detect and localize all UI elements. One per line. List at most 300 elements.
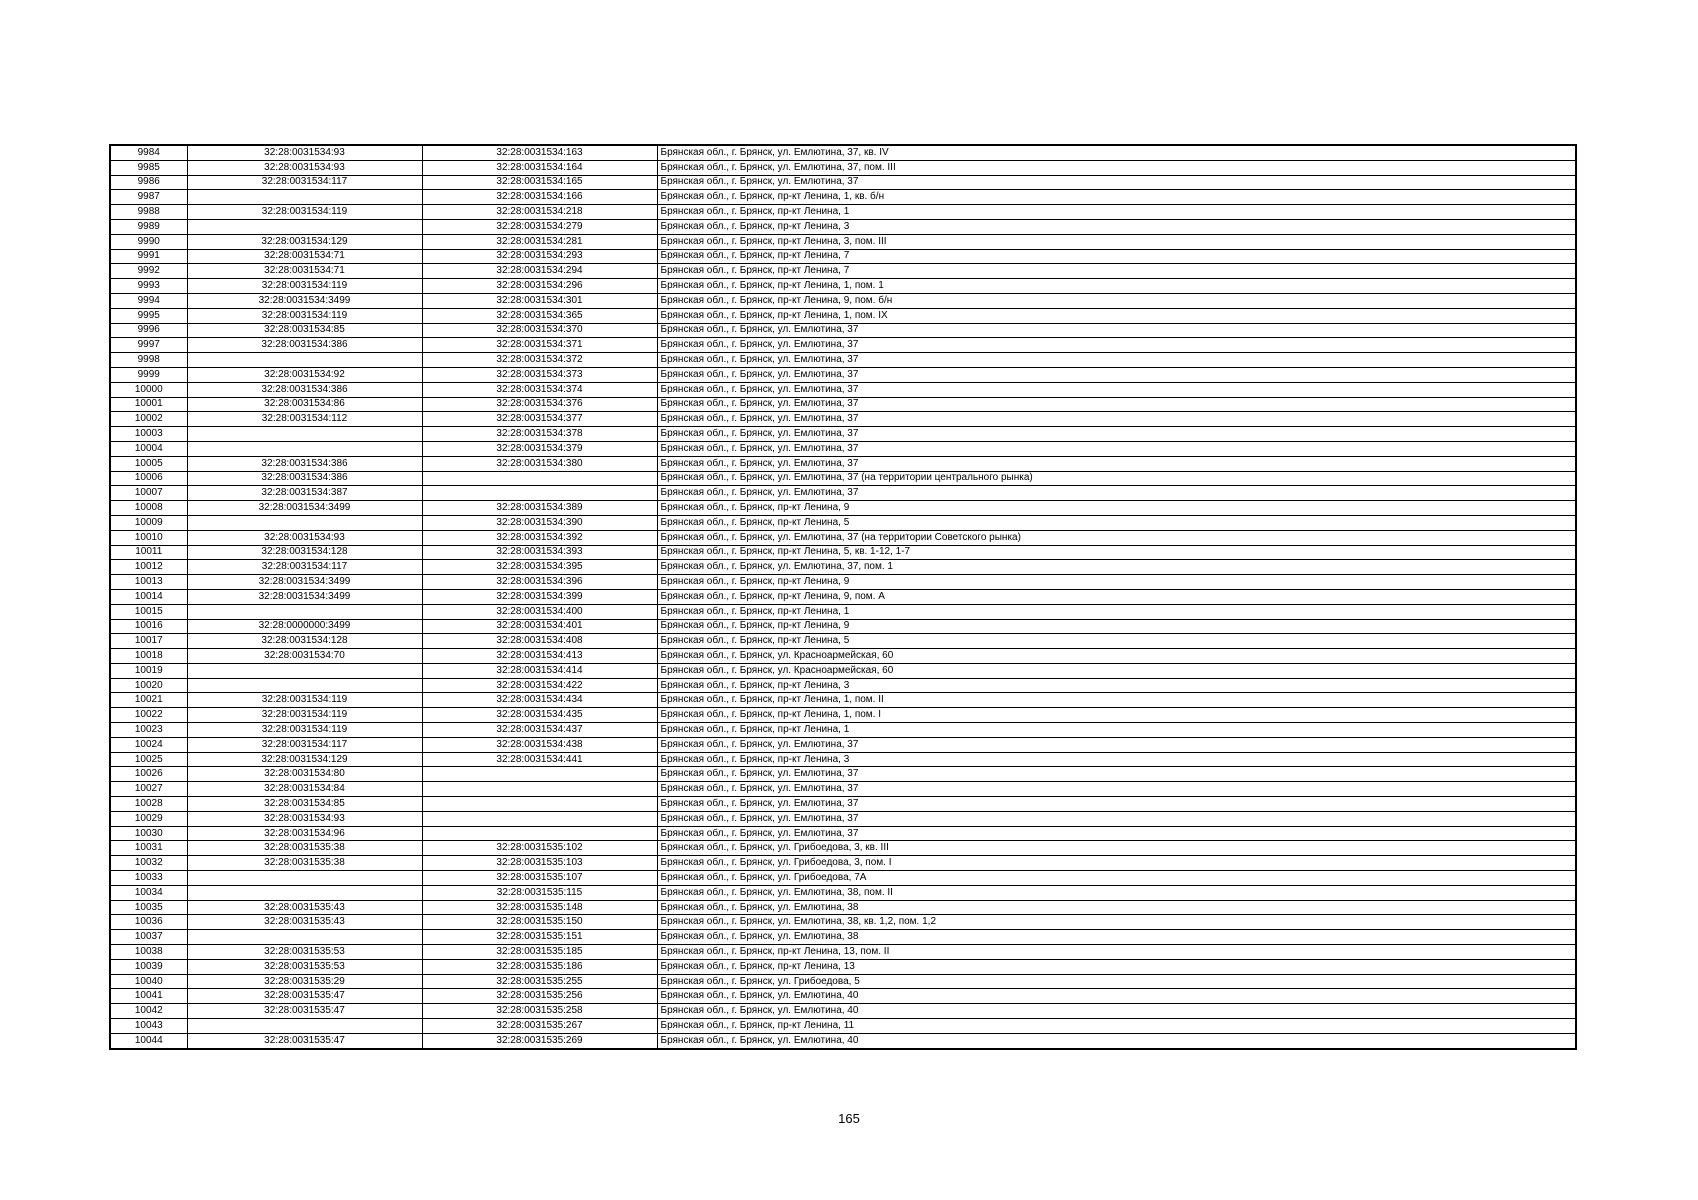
object-cadastral-cell: 32:28:0031534:279 [422, 219, 657, 234]
land-plot-cadastral-cell: 32:28:0031534:93 [187, 160, 422, 175]
land-plot-cadastral-cell: 32:28:0031534:387 [187, 486, 422, 501]
row-number-cell: 10008 [110, 501, 187, 516]
object-cadastral-cell: 32:28:0031534:400 [422, 604, 657, 619]
object-cadastral-cell: 32:28:0031534:392 [422, 530, 657, 545]
land-plot-cadastral-cell: 32:28:0031534:128 [187, 634, 422, 649]
object-cadastral-cell: 32:28:0031534:377 [422, 412, 657, 427]
land-plot-cadastral-cell: 32:28:0031534:119 [187, 308, 422, 323]
address-cell: Брянская обл., г. Брянск, ул. Емлютина, 37 [657, 427, 1576, 442]
row-number-cell: 9989 [110, 219, 187, 234]
address-cell: Брянская обл., г. Брянск, ул. Емлютина, 40 [657, 989, 1576, 1004]
table-row [110, 678, 1576, 693]
table-row [110, 308, 1576, 323]
address-cell: Брянская обл., г. Брянск, пр-кт Ленина, 3 [657, 752, 1576, 767]
table-row [110, 338, 1576, 353]
row-number-cell: 10032 [110, 856, 187, 871]
object-cadastral-cell: 32:28:0031534:408 [422, 634, 657, 649]
land-plot-cadastral-cell: 32:28:0031535:43 [187, 900, 422, 915]
row-number-cell: 9994 [110, 293, 187, 308]
land-plot-cadastral-cell: 32:28:0031534:3499 [187, 589, 422, 604]
table-row [110, 501, 1576, 516]
row-number-cell: 10040 [110, 974, 187, 989]
table-row [110, 752, 1576, 767]
object-cadastral-cell: 32:28:0031534:393 [422, 545, 657, 560]
row-number-cell: 9984 [110, 145, 187, 160]
address-cell: Брянская обл., г. Брянск, ул. Емлютина, 37, пом. 1 [657, 560, 1576, 575]
row-number-cell: 10038 [110, 945, 187, 960]
object-cadastral-cell: 32:28:0031534:374 [422, 382, 657, 397]
row-number-cell: 10029 [110, 811, 187, 826]
table-row [110, 1033, 1576, 1048]
land-plot-cadastral-cell: 32:28:0031534:129 [187, 752, 422, 767]
object-cadastral-cell: 32:28:0031534:441 [422, 752, 657, 767]
object-cadastral-cell: 32:28:0031534:413 [422, 649, 657, 664]
table-row [110, 530, 1576, 545]
row-number-cell: 10034 [110, 885, 187, 900]
object-cadastral-cell: 32:28:0031534:293 [422, 249, 657, 264]
table-row [110, 693, 1576, 708]
object-cadastral-cell: 32:28:0031535:258 [422, 1004, 657, 1019]
row-number-cell: 10041 [110, 989, 187, 1004]
land-plot-cadastral-cell: 32:28:0031534:92 [187, 367, 422, 382]
address-cell: Брянская обл., г. Брянск, пр-кт Ленина, 11 [657, 1019, 1576, 1034]
address-cell: Брянская обл., г. Брянск, ул. Емлютина, 40 [657, 1033, 1576, 1048]
table-row [110, 441, 1576, 456]
address-cell: Брянская обл., г. Брянск, ул. Емлютина, 37 [657, 441, 1576, 456]
land-plot-cadastral-cell [187, 427, 422, 442]
address-cell: Брянская обл., г. Брянск, пр-кт Ленина, 1, пом. II [657, 693, 1576, 708]
address-cell: Брянская обл., г. Брянск, ул. Красноармейская, 60 [657, 663, 1576, 678]
land-plot-cadastral-cell: 32:28:0031534:93 [187, 145, 422, 160]
land-plot-cadastral-cell [187, 1019, 422, 1034]
table-row [110, 427, 1576, 442]
table-row [110, 885, 1576, 900]
address-cell: Брянская обл., г. Брянск, ул. Грибоедова, 3, пом. I [657, 856, 1576, 871]
object-cadastral-cell [422, 797, 657, 812]
row-number-cell: 10042 [110, 1004, 187, 1019]
row-number-cell: 9992 [110, 264, 187, 279]
table-row [110, 456, 1576, 471]
land-plot-cadastral-cell: 32:28:0031534:3499 [187, 293, 422, 308]
object-cadastral-cell [422, 811, 657, 826]
land-plot-cadastral-cell: 32:28:0031535:47 [187, 1004, 422, 1019]
object-cadastral-cell: 32:28:0031534:163 [422, 145, 657, 160]
table-row [110, 708, 1576, 723]
table-row [110, 145, 1576, 160]
address-cell: Брянская обл., г. Брянск, пр-кт Ленина, 1, пом. I [657, 708, 1576, 723]
object-cadastral-cell: 32:28:0031534:414 [422, 663, 657, 678]
address-cell: Брянская обл., г. Брянск, ул. Емлютина, 37 [657, 397, 1576, 412]
address-cell: Брянская обл., г. Брянск, ул. Емлютина, 37 (на территории Советского рынка) [657, 530, 1576, 545]
table-body [110, 145, 1576, 1049]
land-plot-cadastral-cell: 32:28:0031535:38 [187, 841, 422, 856]
table-row [110, 974, 1576, 989]
address-cell: Брянская обл., г. Брянск, ул. Емлютина, 37 (на территории центрального рынка) [657, 471, 1576, 486]
address-cell: Брянская обл., г. Брянск, ул. Емлютина, 37 [657, 175, 1576, 190]
land-plot-cadastral-cell: 32:28:0031534:128 [187, 545, 422, 560]
table-row [110, 293, 1576, 308]
land-plot-cadastral-cell: 32:28:0031534:117 [187, 560, 422, 575]
row-number-cell: 10014 [110, 589, 187, 604]
object-cadastral-cell: 32:28:0031534:399 [422, 589, 657, 604]
object-cadastral-cell: 32:28:0031534:435 [422, 708, 657, 723]
row-number-cell: 10011 [110, 545, 187, 560]
land-plot-cadastral-cell: 32:28:0031534:119 [187, 693, 422, 708]
row-number-cell: 9990 [110, 234, 187, 249]
address-cell: Брянская обл., г. Брянск, пр-кт Ленина, 9 [657, 575, 1576, 590]
row-number-cell: 10007 [110, 486, 187, 501]
table-row [110, 989, 1576, 1004]
object-cadastral-cell: 32:28:0031534:294 [422, 264, 657, 279]
table-row [110, 634, 1576, 649]
table-row [110, 871, 1576, 886]
address-cell: Брянская обл., г. Брянск, пр-кт Ленина, 1 [657, 723, 1576, 738]
table-row [110, 382, 1576, 397]
land-plot-cadastral-cell: 32:28:0031534:119 [187, 723, 422, 738]
address-cell: Брянская обл., г. Брянск, пр-кт Ленина, 7 [657, 249, 1576, 264]
row-number-cell: 10039 [110, 959, 187, 974]
object-cadastral-cell: 32:28:0031534:372 [422, 353, 657, 368]
address-cell: Брянская обл., г. Брянск, пр-кт Ленина, 1, кв. б/н [657, 190, 1576, 205]
object-cadastral-cell: 32:28:0031535:115 [422, 885, 657, 900]
address-cell: Брянская обл., г. Брянск, пр-кт Ленина, 9 [657, 501, 1576, 516]
object-cadastral-cell: 32:28:0031534:365 [422, 308, 657, 323]
object-cadastral-cell: 32:28:0031535:103 [422, 856, 657, 871]
table-row [110, 515, 1576, 530]
table-row [110, 575, 1576, 590]
table-row [110, 649, 1576, 664]
land-plot-cadastral-cell: 32:28:0031534:93 [187, 811, 422, 826]
address-cell: Брянская обл., г. Брянск, ул. Емлютина, 37 [657, 486, 1576, 501]
address-cell: Брянская обл., г. Брянск, ул. Емлютина, 37 [657, 412, 1576, 427]
table-row [110, 1019, 1576, 1034]
land-plot-cadastral-cell [187, 219, 422, 234]
object-cadastral-cell: 32:28:0031534:434 [422, 693, 657, 708]
object-cadastral-cell: 32:28:0031534:422 [422, 678, 657, 693]
object-cadastral-cell: 32:28:0031534:438 [422, 737, 657, 752]
object-cadastral-cell: 32:28:0031535:255 [422, 974, 657, 989]
row-number-cell: 10010 [110, 530, 187, 545]
object-cadastral-cell: 32:28:0031534:390 [422, 515, 657, 530]
table-row [110, 234, 1576, 249]
row-number-cell: 9996 [110, 323, 187, 338]
object-cadastral-cell: 32:28:0031534:389 [422, 501, 657, 516]
table-row [110, 811, 1576, 826]
object-cadastral-cell: 32:28:0031534:373 [422, 367, 657, 382]
land-plot-cadastral-cell: 32:28:0031534:86 [187, 397, 422, 412]
object-cadastral-cell: 32:28:0031534:218 [422, 205, 657, 220]
address-cell: Брянская обл., г. Брянск, пр-кт Ленина, 13, пом. II [657, 945, 1576, 960]
land-plot-cadastral-cell: 32:28:0031535:38 [187, 856, 422, 871]
land-plot-cadastral-cell: 32:28:0031534:70 [187, 649, 422, 664]
table-row [110, 782, 1576, 797]
object-cadastral-cell: 32:28:0031534:301 [422, 293, 657, 308]
table-row [110, 323, 1576, 338]
address-cell: Брянская обл., г. Брянск, ул. Емлютина, 38, кв. 1,2, пом. 1,2 [657, 915, 1576, 930]
table-row [110, 589, 1576, 604]
table-row [110, 663, 1576, 678]
land-plot-cadastral-cell: 32:28:0031534:80 [187, 767, 422, 782]
object-cadastral-cell: 32:28:0031535:269 [422, 1033, 657, 1048]
table-row [110, 737, 1576, 752]
table-row [110, 205, 1576, 220]
object-cadastral-cell: 32:28:0031534:379 [422, 441, 657, 456]
address-cell: Брянская обл., г. Брянск, пр-кт Ленина, 1, пом. IX [657, 308, 1576, 323]
table-row [110, 486, 1576, 501]
address-cell: Брянская обл., г. Брянск, ул. Емлютина, 40 [657, 1004, 1576, 1019]
row-number-cell: 10002 [110, 412, 187, 427]
row-number-cell: 10000 [110, 382, 187, 397]
land-plot-cadastral-cell: 32:28:0031534:119 [187, 279, 422, 294]
address-cell: Брянская обл., г. Брянск, ул. Емлютина, 37 [657, 353, 1576, 368]
row-number-cell: 10043 [110, 1019, 187, 1034]
row-number-cell: 9995 [110, 308, 187, 323]
address-cell: Брянская обл., г. Брянск, ул. Емлютина, 37 [657, 797, 1576, 812]
land-plot-cadastral-cell: 32:28:0031534:85 [187, 323, 422, 338]
row-number-cell: 9993 [110, 279, 187, 294]
object-cadastral-cell: 32:28:0031535:151 [422, 930, 657, 945]
address-cell: Брянская обл., г. Брянск, пр-кт Ленина, 1 [657, 604, 1576, 619]
address-cell: Брянская обл., г. Брянск, ул. Емлютина, 37, кв. IV [657, 145, 1576, 160]
address-cell: Брянская обл., г. Брянск, ул. Емлютина, 37 [657, 767, 1576, 782]
address-cell: Брянская обл., г. Брянск, ул. Емлютина, 38, пом. II [657, 885, 1576, 900]
address-cell: Брянская обл., г. Брянск, пр-кт Ленина, 9 [657, 619, 1576, 634]
object-cadastral-cell: 32:28:0031535:256 [422, 989, 657, 1004]
land-plot-cadastral-cell [187, 353, 422, 368]
object-cadastral-cell: 32:28:0031535:102 [422, 841, 657, 856]
object-cadastral-cell: 32:28:0031534:401 [422, 619, 657, 634]
object-cadastral-cell [422, 826, 657, 841]
row-number-cell: 10026 [110, 767, 187, 782]
land-plot-cadastral-cell: 32:28:0031534:93 [187, 530, 422, 545]
object-cadastral-cell: 32:28:0031534:371 [422, 338, 657, 353]
row-number-cell: 10037 [110, 930, 187, 945]
land-plot-cadastral-cell: 32:28:0031534:386 [187, 456, 422, 471]
land-plot-cadastral-cell: 32:28:0031534:3499 [187, 575, 422, 590]
object-cadastral-cell: 32:28:0031535:267 [422, 1019, 657, 1034]
land-plot-cadastral-cell: 32:28:0031534:119 [187, 708, 422, 723]
object-cadastral-cell [422, 767, 657, 782]
table-row [110, 915, 1576, 930]
object-cadastral-cell: 32:28:0031534:165 [422, 175, 657, 190]
land-plot-cadastral-cell: 32:28:0031534:3499 [187, 501, 422, 516]
land-plot-cadastral-cell [187, 604, 422, 619]
table-row [110, 797, 1576, 812]
row-number-cell: 10012 [110, 560, 187, 575]
object-cadastral-cell: 32:28:0031534:437 [422, 723, 657, 738]
table-row [110, 1004, 1576, 1019]
table-row [110, 959, 1576, 974]
table-row [110, 190, 1576, 205]
row-number-cell: 10013 [110, 575, 187, 590]
row-number-cell: 9998 [110, 353, 187, 368]
table-row [110, 856, 1576, 871]
row-number-cell: 10035 [110, 900, 187, 915]
row-number-cell: 10019 [110, 663, 187, 678]
land-plot-cadastral-cell [187, 930, 422, 945]
address-cell: Брянская обл., г. Брянск, пр-кт Ленина, 13 [657, 959, 1576, 974]
row-number-cell: 10006 [110, 471, 187, 486]
address-cell: Брянская обл., г. Брянск, пр-кт Ленина, 9, пом. б/н [657, 293, 1576, 308]
table-row [110, 619, 1576, 634]
address-cell: Брянская обл., г. Брянск, пр-кт Ленина, 1 [657, 205, 1576, 220]
land-plot-cadastral-cell: 32:28:0031534:71 [187, 264, 422, 279]
row-number-cell: 10003 [110, 427, 187, 442]
row-number-cell: 10036 [110, 915, 187, 930]
land-plot-cadastral-cell [187, 885, 422, 900]
object-cadastral-cell: 32:28:0031534:378 [422, 427, 657, 442]
table-row [110, 264, 1576, 279]
row-number-cell: 9988 [110, 205, 187, 220]
land-plot-cadastral-cell: 32:28:0031535:53 [187, 945, 422, 960]
row-number-cell: 10030 [110, 826, 187, 841]
address-cell: Брянская обл., г. Брянск, ул. Емлютина, 37 [657, 323, 1576, 338]
row-number-cell: 10044 [110, 1033, 187, 1048]
land-plot-cadastral-cell: 32:28:0031534:71 [187, 249, 422, 264]
table-row [110, 945, 1576, 960]
row-number-cell: 10020 [110, 678, 187, 693]
land-plot-cadastral-cell: 32:28:0031535:29 [187, 974, 422, 989]
land-plot-cadastral-cell [187, 871, 422, 886]
page-number: 165 [838, 1111, 860, 1126]
land-plot-cadastral-cell [187, 190, 422, 205]
address-cell: Брянская обл., г. Брянск, пр-кт Ленина, 3 [657, 678, 1576, 693]
row-number-cell: 9997 [110, 338, 187, 353]
object-cadastral-cell: 32:28:0031534:376 [422, 397, 657, 412]
row-number-cell: 10027 [110, 782, 187, 797]
table-row [110, 412, 1576, 427]
address-cell: Брянская обл., г. Брянск, ул. Емлютина, 37 [657, 367, 1576, 382]
land-plot-cadastral-cell: 32:28:0000000:3499 [187, 619, 422, 634]
table-row [110, 545, 1576, 560]
row-number-cell: 10025 [110, 752, 187, 767]
address-cell: Брянская обл., г. Брянск, ул. Емлютина, 37 [657, 382, 1576, 397]
row-number-cell: 10033 [110, 871, 187, 886]
address-cell: Брянская обл., г. Брянск, пр-кт Ленина, 7 [657, 264, 1576, 279]
land-plot-cadastral-cell [187, 678, 422, 693]
land-plot-cadastral-cell [187, 663, 422, 678]
land-plot-cadastral-cell: 32:28:0031534:84 [187, 782, 422, 797]
table-row [110, 471, 1576, 486]
land-plot-cadastral-cell: 32:28:0031535:43 [187, 915, 422, 930]
table-row [110, 604, 1576, 619]
land-plot-cadastral-cell: 32:28:0031534:119 [187, 205, 422, 220]
object-cadastral-cell [422, 471, 657, 486]
cadastral-table [109, 144, 1577, 1050]
land-plot-cadastral-cell: 32:28:0031534:386 [187, 471, 422, 486]
land-plot-cadastral-cell: 32:28:0031534:85 [187, 797, 422, 812]
object-cadastral-cell: 32:28:0031535:148 [422, 900, 657, 915]
land-plot-cadastral-cell: 32:28:0031534:117 [187, 737, 422, 752]
table-row [110, 279, 1576, 294]
row-number-cell: 9999 [110, 367, 187, 382]
table-row [110, 397, 1576, 412]
land-plot-cadastral-cell: 32:28:0031535:47 [187, 989, 422, 1004]
land-plot-cadastral-cell: 32:28:0031534:117 [187, 175, 422, 190]
row-number-cell: 10028 [110, 797, 187, 812]
object-cadastral-cell: 32:28:0031534:396 [422, 575, 657, 590]
object-cadastral-cell [422, 782, 657, 797]
row-number-cell: 10015 [110, 604, 187, 619]
address-cell: Брянская обл., г. Брянск, ул. Емлютина, 37 [657, 338, 1576, 353]
address-cell: Брянская обл., г. Брянск, ул. Емлютина, 38 [657, 900, 1576, 915]
address-cell: Брянская обл., г. Брянск, ул. Грибоедова, 3, кв. III [657, 841, 1576, 856]
land-plot-cadastral-cell: 32:28:0031535:53 [187, 959, 422, 974]
table-row [110, 219, 1576, 234]
object-cadastral-cell: 32:28:0031534:380 [422, 456, 657, 471]
row-number-cell: 9985 [110, 160, 187, 175]
land-plot-cadastral-cell: 32:28:0031534:386 [187, 338, 422, 353]
row-number-cell: 9991 [110, 249, 187, 264]
address-cell: Брянская обл., г. Брянск, пр-кт Ленина, 9, пом. А [657, 589, 1576, 604]
row-number-cell: 10022 [110, 708, 187, 723]
object-cadastral-cell: 32:28:0031534:164 [422, 160, 657, 175]
table-row [110, 930, 1576, 945]
address-cell: Брянская обл., г. Брянск, ул. Емлютина, 37 [657, 456, 1576, 471]
address-cell: Брянская обл., г. Брянск, ул. Грибоедова, 5 [657, 974, 1576, 989]
object-cadastral-cell: 32:28:0031534:370 [422, 323, 657, 338]
land-plot-cadastral-cell: 32:28:0031534:386 [187, 382, 422, 397]
row-number-cell: 10017 [110, 634, 187, 649]
land-plot-cadastral-cell [187, 441, 422, 456]
row-number-cell: 10016 [110, 619, 187, 634]
address-cell: Брянская обл., г. Брянск, ул. Емлютина, 37 [657, 811, 1576, 826]
object-cadastral-cell: 32:28:0031535:150 [422, 915, 657, 930]
row-number-cell: 10001 [110, 397, 187, 412]
address-cell: Брянская обл., г. Брянск, ул. Емлютина, 37 [657, 737, 1576, 752]
table-row [110, 767, 1576, 782]
row-number-cell: 10031 [110, 841, 187, 856]
land-plot-cadastral-cell: 32:28:0031534:112 [187, 412, 422, 427]
table-row [110, 900, 1576, 915]
table-row [110, 160, 1576, 175]
address-cell: Брянская обл., г. Брянск, ул. Красноармейская, 60 [657, 649, 1576, 664]
address-cell: Брянская обл., г. Брянск, пр-кт Ленина, 5 [657, 515, 1576, 530]
table-row [110, 723, 1576, 738]
row-number-cell: 10024 [110, 737, 187, 752]
table-row [110, 826, 1576, 841]
object-cadastral-cell [422, 486, 657, 501]
land-plot-cadastral-cell: 32:28:0031535:47 [187, 1033, 422, 1048]
address-cell: Брянская обл., г. Брянск, пр-кт Ленина, 5 [657, 634, 1576, 649]
object-cadastral-cell: 32:28:0031534:395 [422, 560, 657, 575]
land-plot-cadastral-cell [187, 515, 422, 530]
table-row [110, 175, 1576, 190]
table-row [110, 249, 1576, 264]
row-number-cell: 10023 [110, 723, 187, 738]
object-cadastral-cell: 32:28:0031534:296 [422, 279, 657, 294]
address-cell: Брянская обл., г. Брянск, пр-кт Ленина, 3, пом. III [657, 234, 1576, 249]
row-number-cell: 9987 [110, 190, 187, 205]
land-plot-cadastral-cell: 32:28:0031534:96 [187, 826, 422, 841]
table-row [110, 560, 1576, 575]
row-number-cell: 10009 [110, 515, 187, 530]
land-plot-cadastral-cell: 32:28:0031534:129 [187, 234, 422, 249]
object-cadastral-cell: 32:28:0031535:185 [422, 945, 657, 960]
object-cadastral-cell: 32:28:0031534:166 [422, 190, 657, 205]
address-cell: Брянская обл., г. Брянск, ул. Емлютина, 38 [657, 930, 1576, 945]
table-row [110, 841, 1576, 856]
address-cell: Брянская обл., г. Брянск, ул. Грибоедова, 7А [657, 871, 1576, 886]
address-cell: Брянская обл., г. Брянск, ул. Емлютина, 37, пом. III [657, 160, 1576, 175]
row-number-cell: 10018 [110, 649, 187, 664]
address-cell: Брянская обл., г. Брянск, пр-кт Ленина, 5, кв. 1-12, 1-7 [657, 545, 1576, 560]
table-row [110, 367, 1576, 382]
object-cadastral-cell: 32:28:0031535:186 [422, 959, 657, 974]
address-cell: Брянская обл., г. Брянск, пр-кт Ленина, 1, пом. 1 [657, 279, 1576, 294]
table-row [110, 353, 1576, 368]
object-cadastral-cell: 32:28:0031535:107 [422, 871, 657, 886]
